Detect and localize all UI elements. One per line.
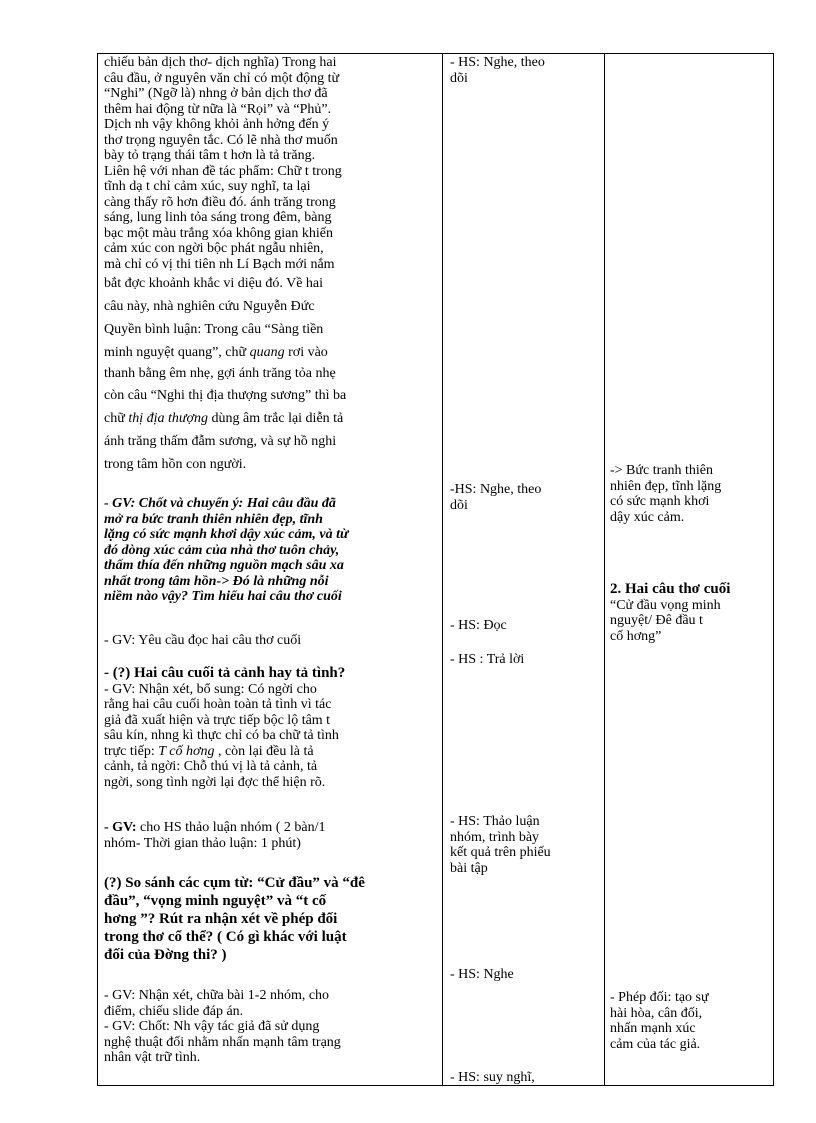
table-divider-1 <box>442 53 443 1086</box>
teacher-transition-summary: - GV: Chốt và chuyển ý: Hai câu đầu đã mở ra bức tranh thiên nhiên đẹp, tĩnh lặng có sức mạnh khơi dậy xúc cảm, và từ đó dòng xúc cảm của nhà thơ tuôn chảy, thấm thía đến những nguồn mạch sâu xa nhất trong tâm hồn-> Đó là những nỗi niềm nào vậy? Tìm hiểu hai câu thơ cuối <box>104 496 349 604</box>
content-parallelism-note: - Phép đối: tạo sự hài hòa, cân đối, nhấn mạnh xúc cảm của tác giả. <box>610 990 709 1052</box>
teacher-comparison-question: (?) So sánh các cụm từ: “Cử đầu” và “đê đầu”, “vọng minh nguyệt” và “t cố hơng ”? Rút ra nhận xét về phép đối trong thơ cổ thể? ( Có gì khác với luật đối của Đờng thi? ) <box>104 875 365 963</box>
student-activity-read: - HS: Đọc <box>450 618 507 633</box>
student-activity-discussion: - HS: Thảo luận nhóm, trình bày kết quả trên phiếu bài tập <box>450 814 551 876</box>
teacher-analysis-paragraph: chiếu bản dịch thơ- dịch nghĩa) Trong hai câu đầu, ở nguyên văn chỉ có một động từ “Nghi” (Ngỡ là) nhng ở bản dịch thơ đã thêm hai động từ nữa là “Rọi” và “Phủ”. Dịch nh vậy không khỏi ảnh hởng đến ý thơ trọng nguyên tắc. Có lẽ nhà thơ muốn bày tỏ trạng thái tâm t hơn là tả trăng. Liên hệ với nhan đề tác phẩm: Chữ t trong tĩnh dạ t chỉ cảm xúc, suy nghĩ, ta lại càng thấy rõ hơn điều đó. ánh trăng trong sáng, lung linh tỏa sáng trong đêm, bàng bạc một màu trắng xóa không gian khiến cảm xúc con ngời bộc phát ngẫu nhiên, mà chỉ có vị thi tiên nh Lí Bạch mới nắm bắt đợc khoảnh khắc vi diệu đó. Về hai câu này, nhà nghiên cứu Nguyễn Đức Quyền bình luận: Trong câu “Sàng tiền minh nguyệt quang”, chữ quang rơi vào thanh bằng êm nhẹ, gợi ánh trăng tỏa nhẹ còn câu “Nghi thị địa thượng sương” thì ba chữ thị địa thượng dùng âm trắc lại diễn tả ánh trăng thấm đẫm sương, và sự hồ nghi trong tâm hồn con người. <box>104 55 347 472</box>
content-summary-first-couplet: -> Bức tranh thiên nhiên đẹp, tĩnh lặng có sức mạnh khơi dậy xúc cảm. <box>610 463 722 525</box>
content-section-heading: 2. Hai câu thơ cuối “Cử đầu vọng minh nguyệt/ Đê đầu t cố hơng” <box>610 581 731 644</box>
teacher-question-scene-or-emotion: - (?) Hai câu cuối tả cảnh hay tả tình? - GV: Nhận xét, bổ sung: Có ngời cho rằng hai câu cuối hoàn toàn tả tình vì tác giả đã xuất hiện và trực tiếp bộc lộ tâm t sâu kín, nhng kì thực chỉ có ba chữ tả tình trực tiếp: T cố hơng , còn lại đều là tả cảnh, tả ngời: Chỗ thú vị là tả cảnh, tả ngời, song tình ngời lại đợc thể hiện rõ. <box>104 665 346 790</box>
student-activity-answer: - HS : Trả lời <box>450 652 525 667</box>
student-activity-think: - HS: suy nghĩ, <box>450 1070 535 1085</box>
table-border-top <box>97 53 774 54</box>
teacher-reading-request: - GV: Yêu cầu đọc hai câu thơ cuối <box>104 633 302 648</box>
table-border-left <box>97 53 98 1086</box>
table-border-right <box>773 53 774 1086</box>
student-activity-listen-3: - HS: Nghe <box>450 967 514 982</box>
student-activity-listen-2: -HS: Nghe, theo dõi <box>450 482 542 513</box>
student-activity-listen-1: - HS: Nghe, theo dõi <box>450 55 545 86</box>
table-divider-2 <box>604 53 605 1086</box>
teacher-conclusion: - GV: Nhận xét, chữa bài 1-2 nhóm, cho điểm, chiếu slide đáp án. - GV: Chốt: Nh vậy tác giả đã sử dụng nghệ thuật đối nhằm nhấn mạnh tâm trạng nhân vật trữ tình. <box>104 988 341 1065</box>
table-border-bottom <box>97 1085 774 1086</box>
teacher-group-discussion: - GV: cho HS thảo luận nhóm ( 2 bàn/1 nhóm- Thời gian thảo luận: 1 phút) <box>104 820 326 851</box>
